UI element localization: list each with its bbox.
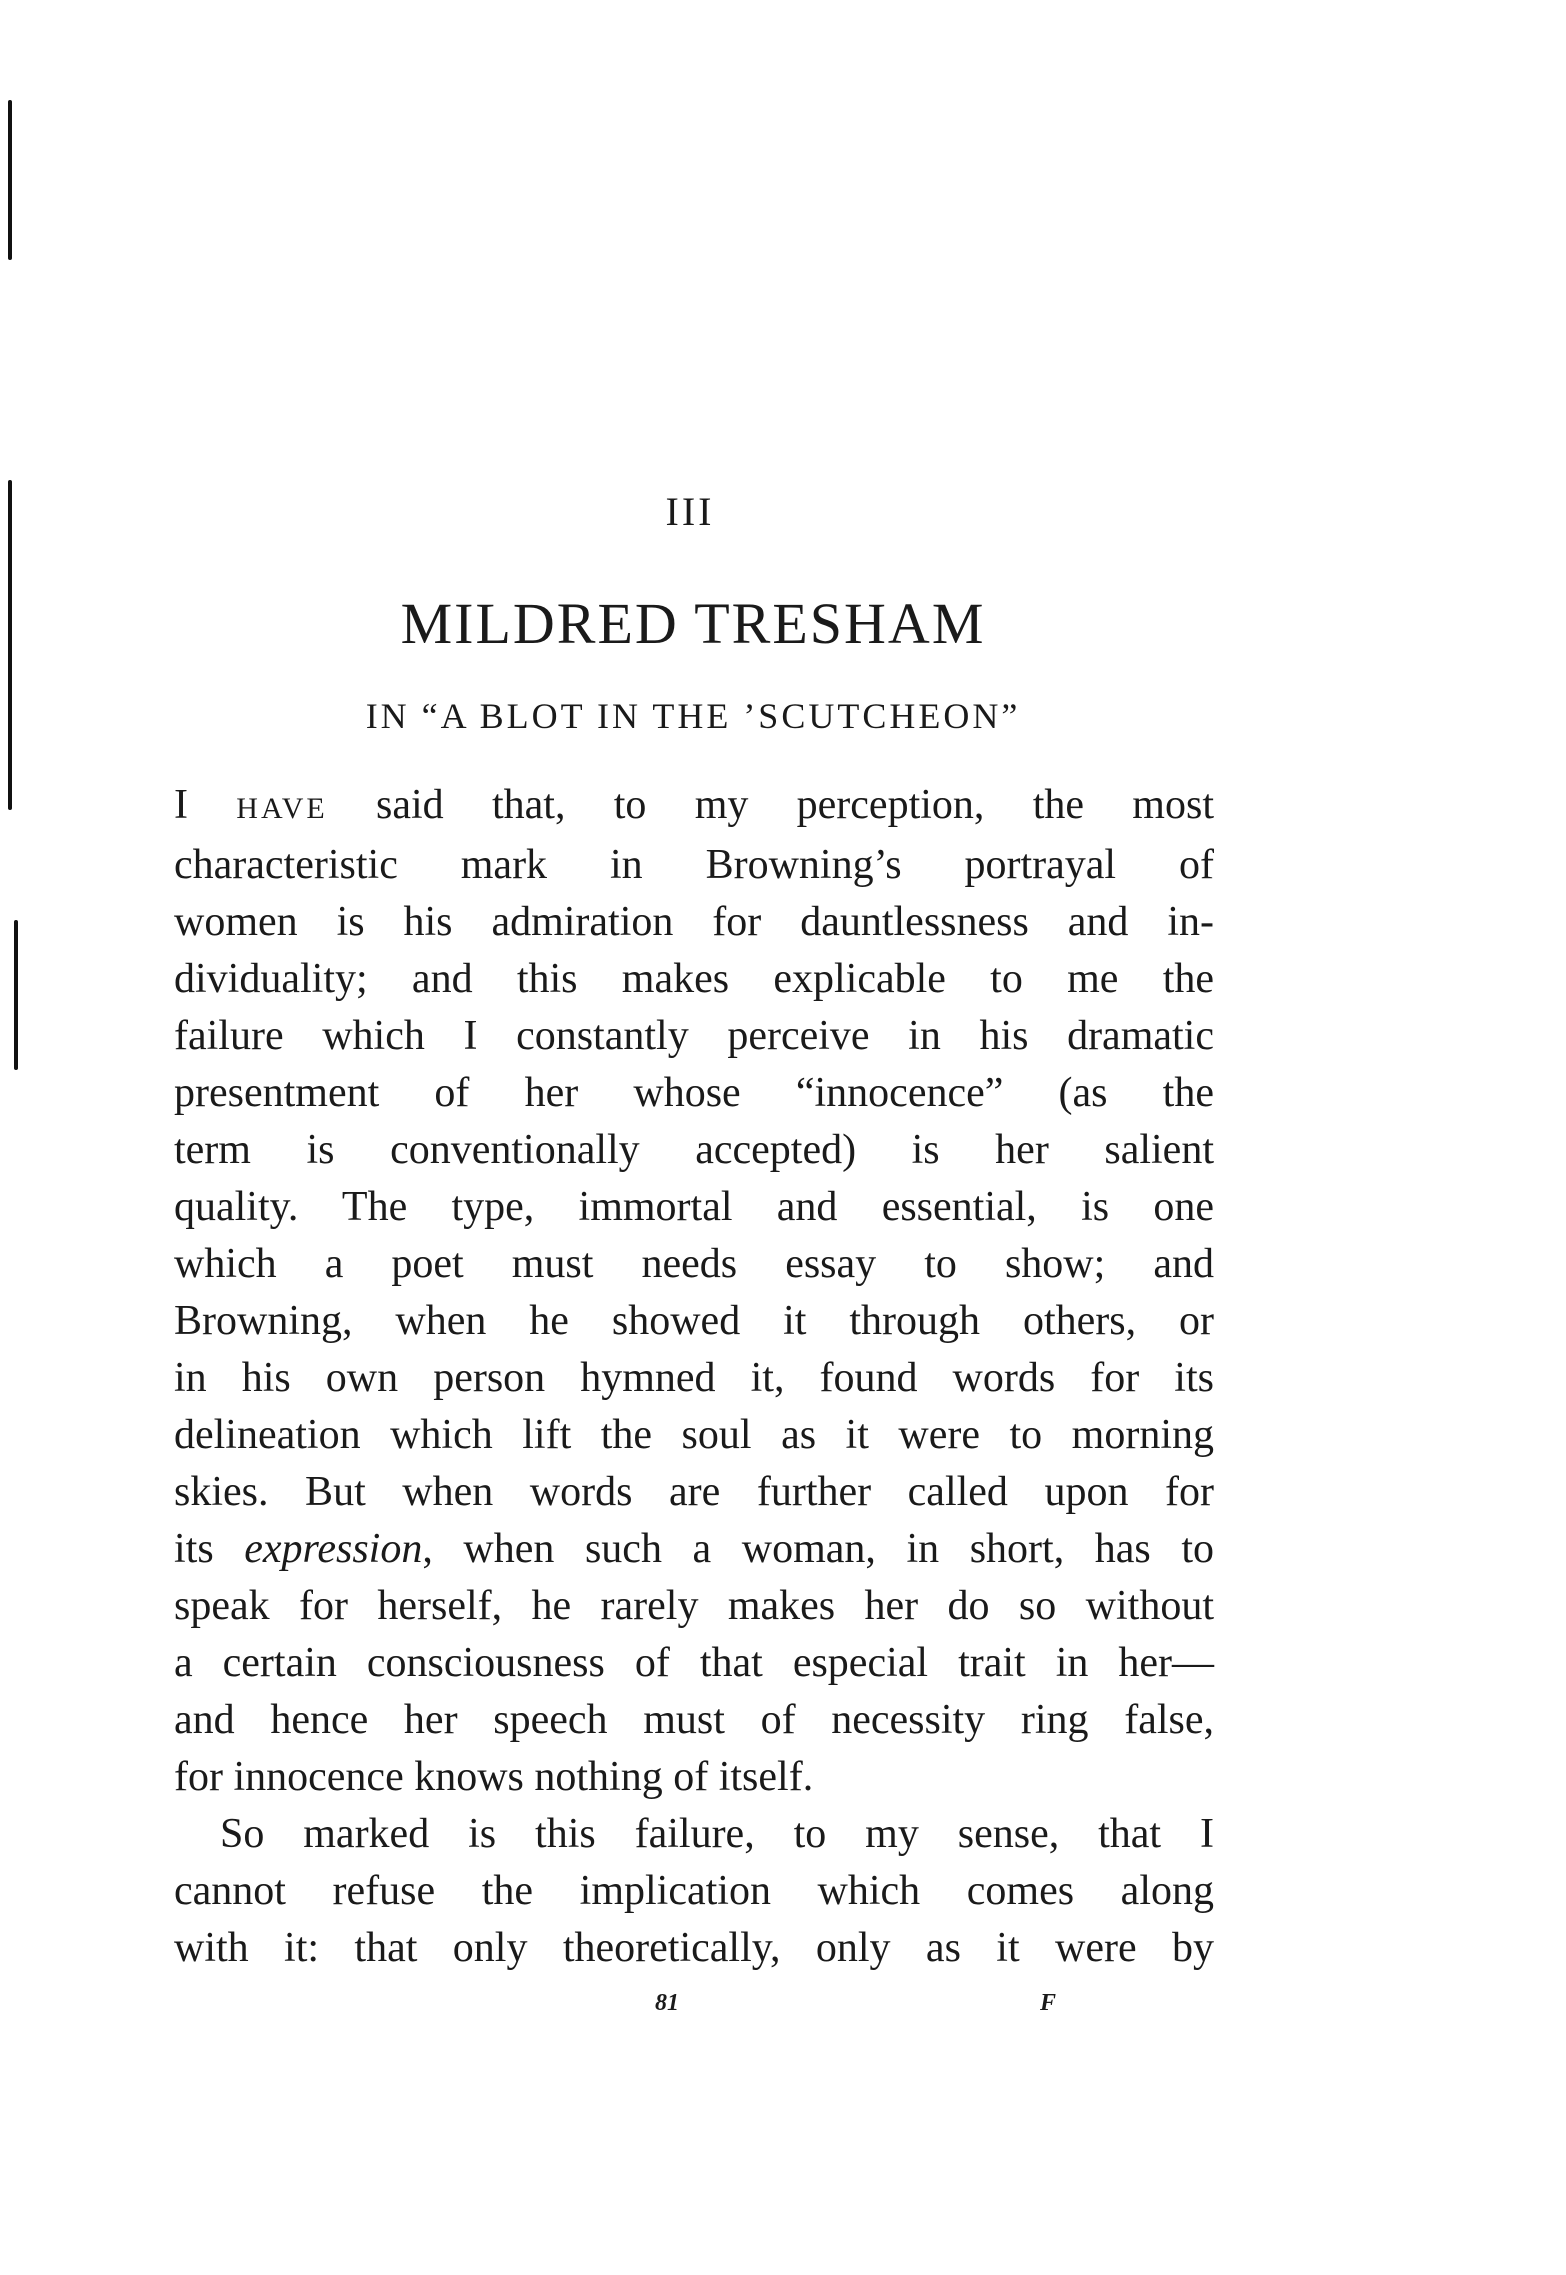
paragraph-2: [174, 1806, 1214, 1977]
opening-word: I: [174, 782, 237, 828]
margin-mark-lower: [14, 920, 18, 1070]
opening-smallcaps: HAVE: [236, 792, 328, 825]
text-line: [174, 777, 1214, 837]
text-line: failure which I constantly perceive in his dramatic: [174, 1013, 1214, 1059]
text-line: Browning, when he showed it through others, or: [174, 1298, 1214, 1344]
text-line: term is conventionally accepted) is her salient: [174, 1127, 1214, 1173]
text-line: speak for herself, he rarely makes her do so without: [174, 1583, 1214, 1629]
text-line: delineation which lift the soul as it were to morning: [174, 1412, 1214, 1458]
text-segment: , when such a woman, in short, has to: [422, 1526, 1214, 1572]
signature-mark: F: [1040, 1990, 1057, 2016]
chapter-title: MILDRED TRESHAM: [400, 591, 986, 656]
paragraph-1: [174, 777, 1214, 1806]
text-line: and hence her speech must of necessity ring false,: [174, 1697, 1214, 1743]
text-line: women is his admiration for dauntlessness and in-: [174, 899, 1214, 945]
text-line: which a poet must needs essay to show; and: [174, 1241, 1214, 1287]
text-line: in his own person hymned it, found words for its: [174, 1355, 1214, 1401]
page-number: 81: [655, 1990, 679, 2016]
text-line: skies. But when words are further called upon for: [174, 1469, 1214, 1515]
chapter-subtitle: IN “A BLOT IN THE ’SCUTCHEON”: [365, 696, 1021, 736]
text-line: dividuality; and this makes explicable to me the: [174, 956, 1214, 1002]
margin-mark-top: [8, 100, 12, 260]
text-line: a certain consciousness of that especial trait in her—: [174, 1640, 1214, 1686]
text-segment: its: [174, 1526, 245, 1572]
text-line: cannot refuse the implication which comes along: [174, 1868, 1214, 1914]
text-line: for innocence knows nothing of itself.: [174, 1754, 814, 1800]
text-line-remainder: said that, to my perception, the most: [327, 782, 1214, 828]
text-line: characteristic mark in Browning’s portrayal of: [174, 842, 1214, 888]
text-line: presentment of her whose “innocence” (as the: [174, 1070, 1214, 1116]
text-line: quality. The type, immortal and essential, is one: [174, 1184, 1214, 1230]
text-line: So marked is this failure, to my sense, that I: [220, 1811, 1214, 1857]
text-line: with it: that only theoretically, only as it were by: [174, 1925, 1214, 1971]
text-line: [174, 1521, 1214, 1578]
chapter-number: III: [665, 489, 715, 534]
italic-emphasis: expression: [244, 1526, 423, 1572]
